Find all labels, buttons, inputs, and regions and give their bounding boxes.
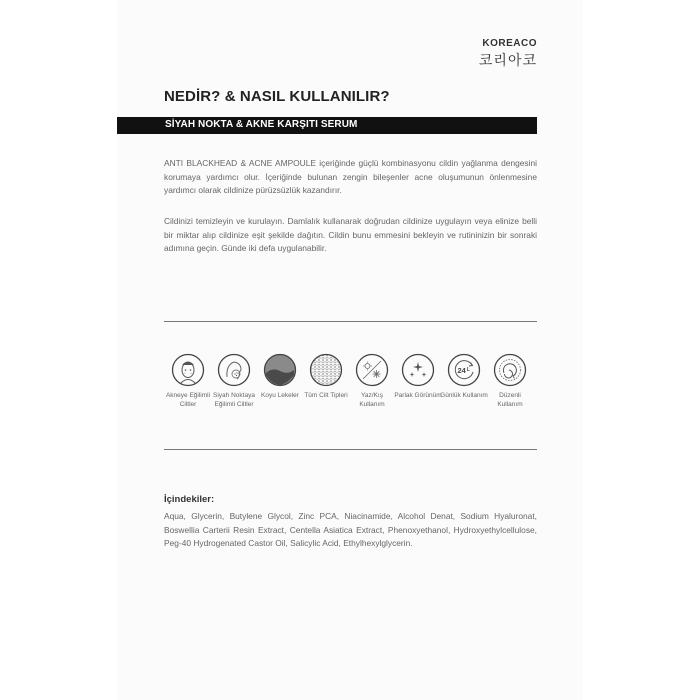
brand-name-ko: 코리아코: [478, 53, 537, 69]
sparkle-icon: [401, 353, 435, 387]
feature-item: [210, 353, 258, 409]
usage-paragraph: Cildinizi temizleyin ve kurulayın. Damlalık kullanarak doğrudan cildinize uygulayın veya elinize belli bir miktar alıp cildinize eşit şekilde dağıtın. Cildin bunu emmesini bekleyin ve rutininizin bir sonraki adımına geçin. Günde iki defa uygulanabilir.: [164, 216, 537, 253]
dark-spot-icon: [263, 353, 297, 387]
feature-item: [302, 353, 350, 401]
blackhead-face-icon: [217, 353, 251, 387]
divider-bottom: [164, 449, 537, 450]
brand-logo: [479, 38, 537, 70]
page-title: NEDİR? & NASIL KULLANILIR?: [164, 88, 390, 105]
feature-icons-row: [164, 353, 544, 433]
svg-text:24: 24: [457, 366, 466, 375]
feature-item: [440, 353, 488, 401]
ingredients-title: İçindekiler:: [164, 494, 215, 505]
feature-item: [164, 353, 212, 409]
feature-label: Tüm Cilt Tipleri: [304, 392, 348, 399]
feature-label: Yaz/Kış Kullanım: [359, 392, 385, 408]
honeycomb-icon: [309, 353, 343, 387]
product-name-bar: [117, 117, 537, 134]
acne-face-icon: [171, 353, 205, 387]
feature-item: [394, 353, 442, 401]
feature-label: Günlük Kullanım: [440, 392, 488, 399]
24h-icon: [447, 353, 481, 387]
feature-label: Düzenli Kullanım: [497, 392, 523, 408]
description-paragraph: ANTI BLACKHEAD & ACNE AMPOULE içeriğinde güçlü kombinasyonu cildin yağlanma dengesini korumaya yardımcı olur. İçeriğinde bulunan zengin bileşenler acne oluşumunun önlenmesine yardımcı olarak cildinize pürüzsüzlük kazandırır.: [164, 158, 537, 195]
feature-item: [256, 353, 304, 401]
feature-label: Akneye Eğilimli Ciltler: [165, 392, 211, 408]
feature-label: Siyah Noktaya Eğilimli Ciltler: [213, 392, 255, 408]
product-info-sheet: [117, 0, 583, 700]
feature-label: Koyu Lekeler: [261, 392, 299, 399]
divider-top: [164, 321, 537, 322]
feature-item: [486, 353, 534, 409]
feature-label: Parlak Görünüm: [394, 392, 442, 399]
sun-snow-icon: [355, 353, 389, 387]
feature-item: [348, 353, 396, 409]
brand-name-en: KOREACO: [482, 38, 537, 49]
cycle-icon: [493, 353, 527, 387]
ingredients-text: Aqua, Glycerin, Butylene Glycol, Zinc PCA, Niacinamide, Alcohol Denat, Sodium Hyaluronat, Boswellia Carterii Resin Extract, Centella Asiatica Extract, Phenoxyethanol, Hydroxyethylcellulose, Peg-40 Hydrogenated Castor Oil, Salicylic Acid, Ethylhexylglycerin.: [164, 511, 537, 548]
product-name: SİYAH NOKTA & AKNE KARŞITI SERUM: [165, 119, 358, 130]
